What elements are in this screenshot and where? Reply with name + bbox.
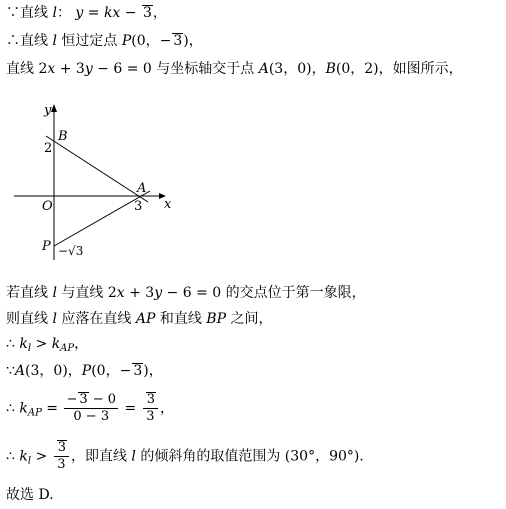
tick-neg-sqrt3-label: −√3 [58, 244, 84, 258]
line-4: 若直线 l 与直线 2x + 3y − 6 = 0 的交点位于第一象限， [6, 285, 366, 301]
y-label: y [44, 103, 52, 118]
x-label: x [164, 197, 172, 212]
line-ba [46, 136, 148, 202]
line-1: ∵直线 l： y = kx − 3， [6, 5, 167, 21]
line-5: 则直线 l 应落在直线 AP 和直线 BP 之间， [6, 311, 273, 327]
line-8: ∴ $k_{AP}$ = $\frac{- 3 - 0}{0 - 3}$ = $\frac{3}{3}$ ， [6, 392, 174, 424]
tick-2-label: 2 [44, 141, 53, 156]
line-3: 直线 2x + 3y − 6 = 0 与坐标轴交于点 A(3，0)，B(0，2)，如图所示， [6, 61, 463, 77]
line-7: ∵A(3，0)，P(0，− 3)， [6, 363, 163, 379]
origin-label: O [42, 199, 53, 214]
line-9: ∴ $k_l$ > $\frac{3}{3}$ ，即直线 l 的倾斜角的取值范围为 (30°，90°)． [6, 440, 374, 472]
point-p-label: P [42, 239, 51, 254]
line-10: 故选 D. [6, 487, 54, 503]
tick-3-label: 3 [134, 199, 143, 214]
point-b-label: B [58, 129, 68, 144]
line-2: ∴直线 l 恒过定点 P(0，− 3)， [6, 33, 203, 49]
line-6: ∴ $k_l > k_{AP}$， [6, 336, 89, 354]
point-a-label: A [137, 181, 147, 196]
y-axis-arrow [51, 104, 57, 112]
coordinate-figure [14, 100, 184, 270]
